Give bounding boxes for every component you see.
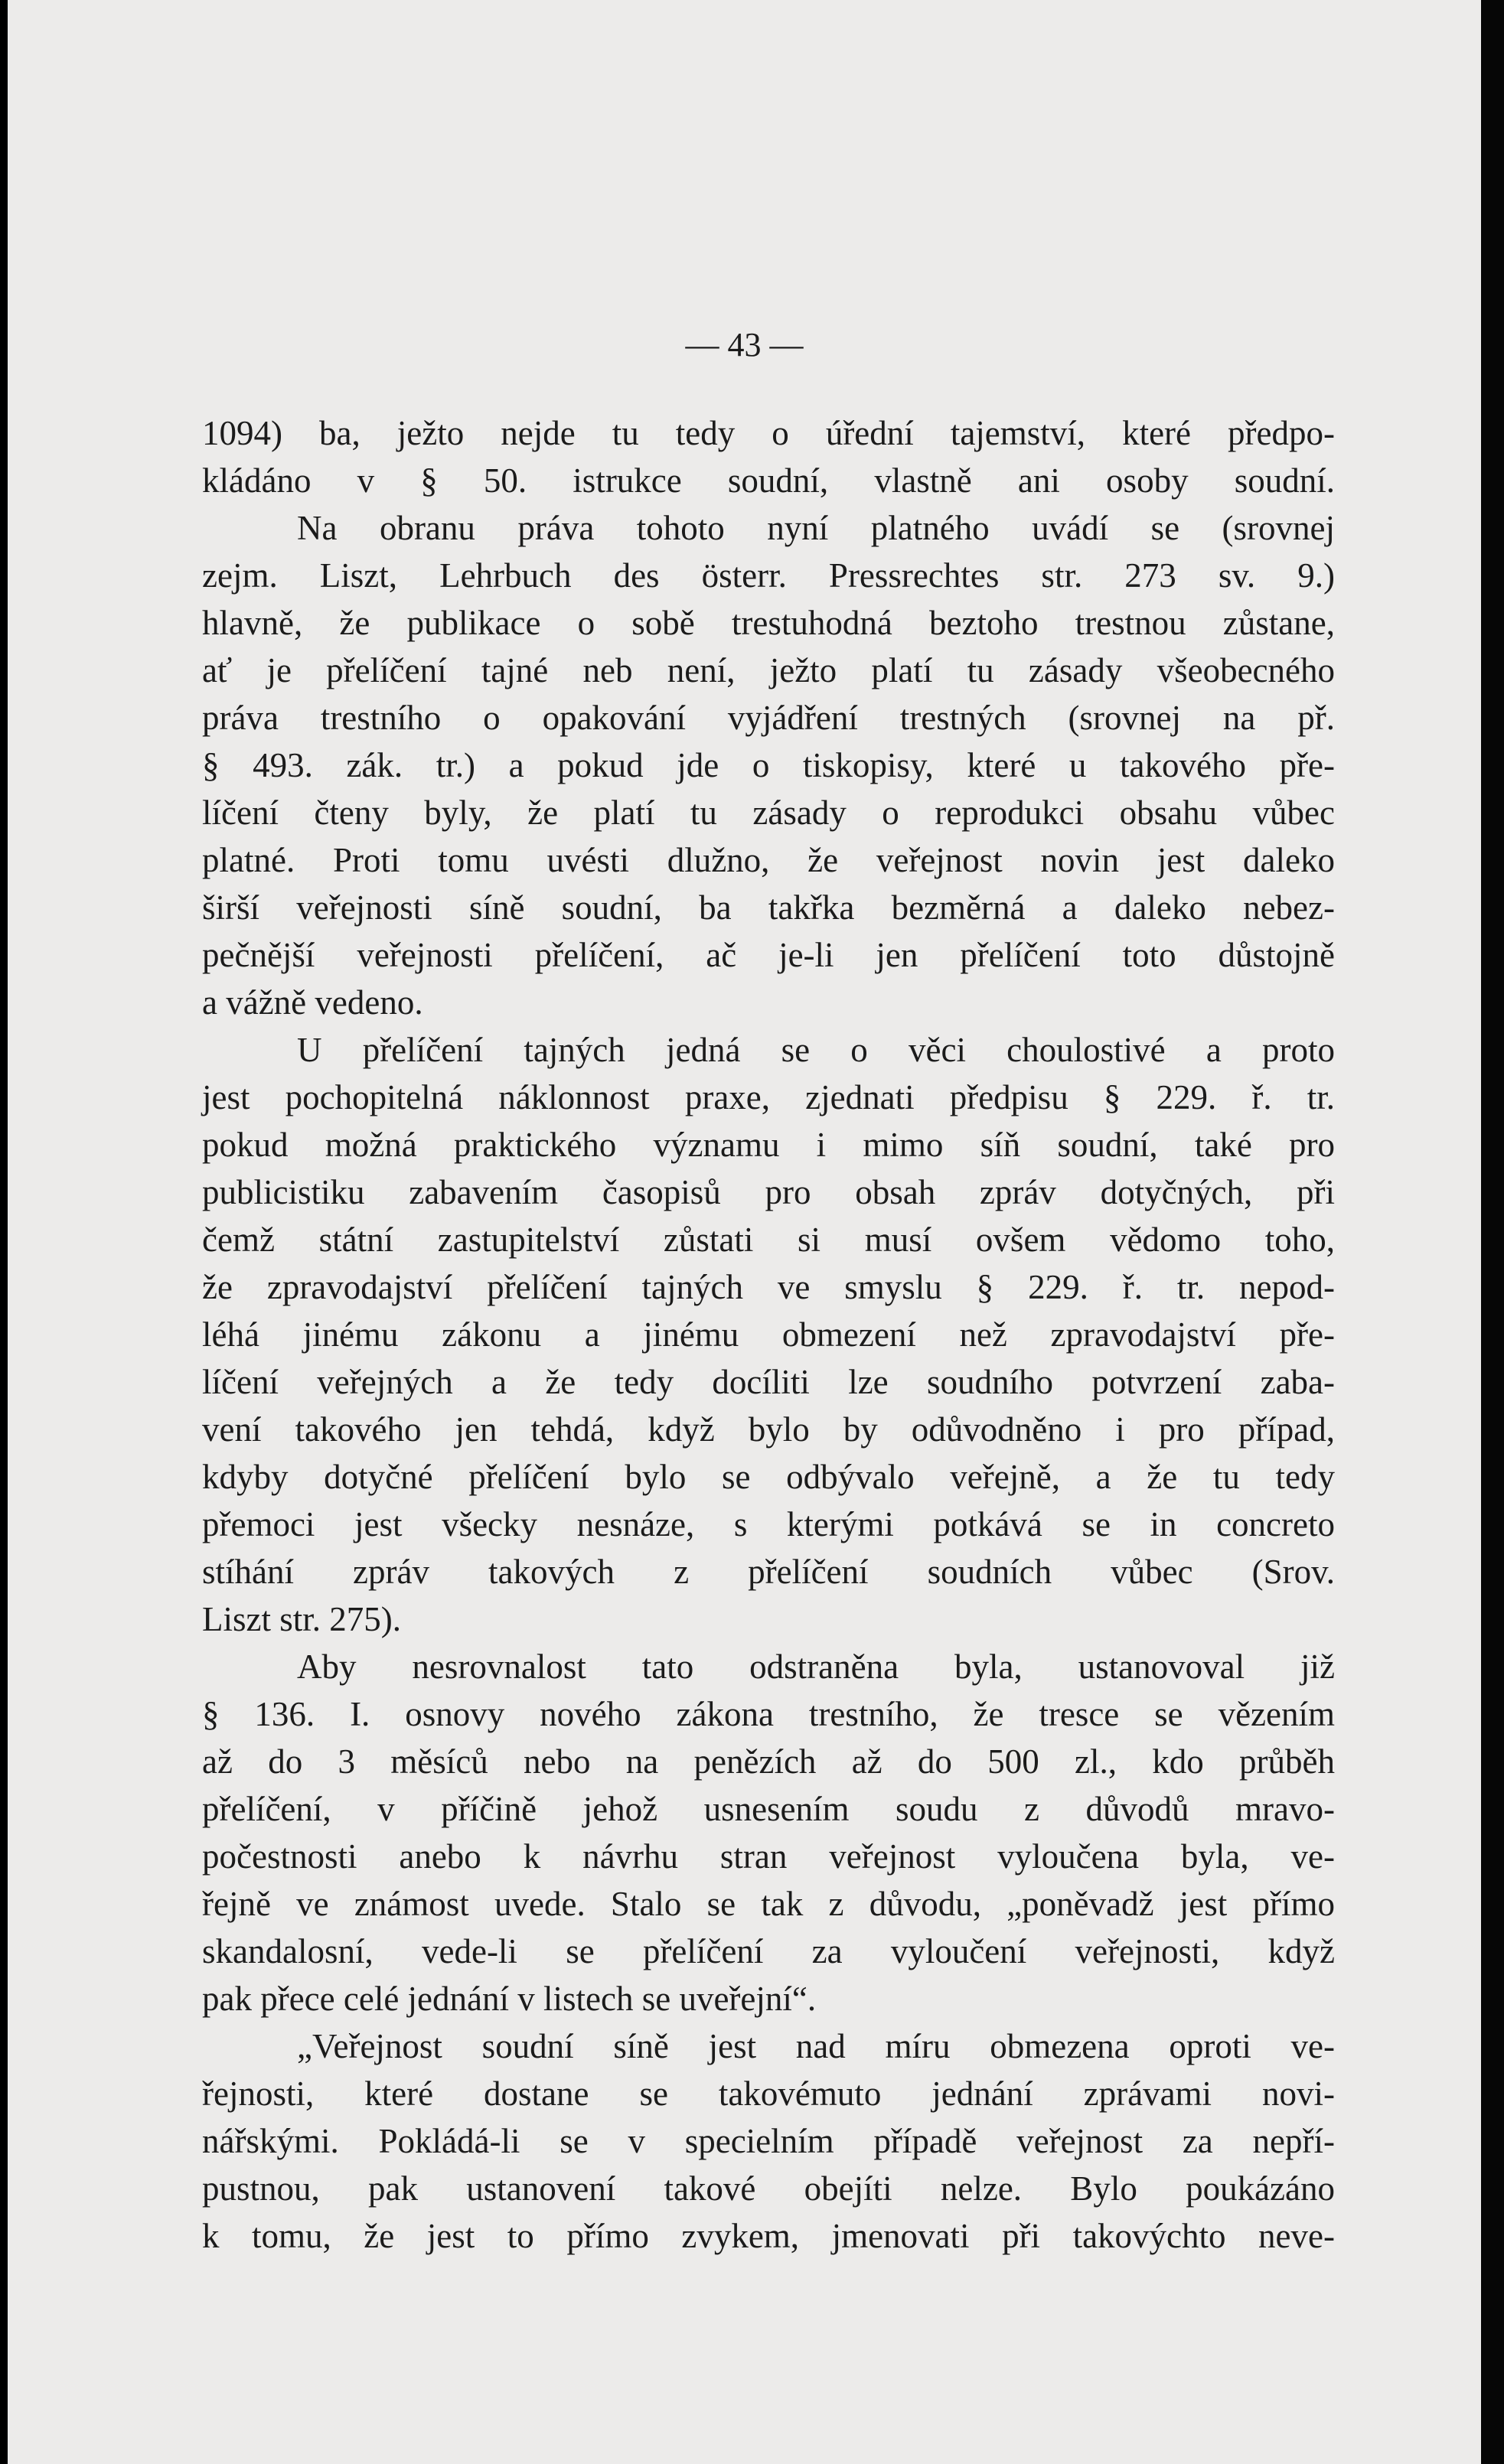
text-line: Aby nesrovnalost tato odstraněna byla, ustanovoval již	[297, 1648, 1335, 1686]
text-line: pokud možná praktického významu i mimo síň soudní, také pro	[202, 1126, 1335, 1164]
text-line: 1094) ba, ježto nejde tu tedy o úřední tajemství, které předpo-	[202, 414, 1335, 452]
text-line: § 136. I. osnovy nového zákona trestního, že tresce se vězením	[202, 1695, 1335, 1733]
text-line: U přelíčení tajných jedná se o věci choulostivé a proto	[297, 1031, 1335, 1069]
page-number: — 43 —	[685, 326, 804, 363]
text-line: jest pochopitelná náklonnost praxe, zjednati předpisu § 229. ř. tr.	[202, 1078, 1335, 1116]
text-line: řejnosti, které dostane se takovémuto jednání zprávami novi-	[202, 2075, 1335, 2113]
text-line: řejně ve známost uvede. Stalo se tak z důvodu, „poněvadž jest přímo	[202, 1885, 1335, 1923]
text-line: zejm. Liszt, Lehrbuch des österr. Pressrechtes str. 273 sv. 9.)	[202, 556, 1335, 595]
text-line: širší veřejnosti síně soudní, ba takřka bezměrná a daleko nebez-	[202, 888, 1335, 927]
text-line: Liszt str. 275).	[202, 1600, 401, 1638]
text-line: „Veřejnost soudní síně jest nad míru obmezena oproti ve-	[297, 2027, 1335, 2065]
text-line: práva trestního o opakování vyjádření trestných (srovnej na př.	[202, 699, 1335, 737]
text-line: nářskými. Pokládá-li se v specielním případě veřejnost za nepří-	[202, 2122, 1335, 2160]
text-line: pustnou, pak ustanovení takové obejíti nelze. Bylo poukázáno	[202, 2169, 1335, 2208]
scan-edge	[1481, 0, 1504, 2464]
text-line: platné. Proti tomu uvésti dlužno, že veřejnost novin jest daleko	[202, 841, 1335, 879]
text-line: stíhání zpráv takových z přelíčení soudních vůbec (Srov.	[202, 1553, 1335, 1591]
text-line: že zpravodajství přelíčení tajných ve smyslu § 229. ř. tr. nepod-	[202, 1268, 1335, 1306]
text-line: počestnosti anebo k návrhu stran veřejnost vyloučena byla, ve-	[202, 1837, 1335, 1876]
text-line: a vážně vedeno.	[202, 983, 423, 1022]
text-line: publicistiku zabavením časopisů pro obsah zpráv dotyčných, při	[202, 1173, 1335, 1211]
text-line: Na obranu práva tohoto nyní platného uvádí se (srovnej	[297, 509, 1335, 547]
text-line: k tomu, že jest to přímo zvykem, jmenovati při takovýchto neve-	[202, 2217, 1335, 2255]
text-line: až do 3 měsíců nebo na penězích až do 500 zl., kdo průběh	[202, 1742, 1335, 1781]
text-line: léhá jinému zákonu a jinému obmezení než zpravodajství pře-	[202, 1315, 1335, 1354]
text-line: pak přece celé jednání v listech se uveřejní“.	[202, 1980, 817, 2018]
text-line: líčení čteny byly, že platí tu zásady o reprodukci obsahu vůbec	[202, 794, 1335, 832]
text-line: vení takového jen tehdá, když bylo by odůvodněno i pro případ,	[202, 1410, 1335, 1449]
text-line: § 493. zák. tr.) a pokud jde o tiskopisy, které u takového pře-	[202, 746, 1335, 784]
text-line: hlavně, že publikace o sobě trestuhodná beztoho trestnou zůstane,	[202, 604, 1335, 642]
book-page	[8, 0, 1481, 2464]
text-line: pečnější veřejnosti přelíčení, ač je-li jen přelíčení toto důstojně	[202, 936, 1335, 974]
text-line: kládáno v § 50. istrukce soudní, vlastně ani osoby soudní.	[202, 461, 1335, 500]
text-line: přelíčení, v příčině jehož usnesením soudu z důvodů mravo-	[202, 1790, 1335, 1828]
body-text	[202, 409, 1335, 2260]
text-line: přemoci jest všecky nesnáze, s kterými potkává se in concreto	[202, 1505, 1335, 1543]
text-line: kdyby dotyčné přelíčení bylo se odbývalo veřejně, a že tu tedy	[202, 1458, 1335, 1496]
text-line: skandalosní, vede-li se přelíčení za vyloučení veřejnosti, když	[202, 1932, 1335, 1970]
text-line: ať je přelíčení tajné neb není, ježto platí tu zásady všeobecného	[202, 651, 1335, 689]
text-line: líčení veřejných a že tedy docíliti lze soudního potvrzení zaba-	[202, 1363, 1335, 1401]
text-line: čemž státní zastupitelství zůstati si musí ovšem vědomo toho,	[202, 1221, 1335, 1259]
